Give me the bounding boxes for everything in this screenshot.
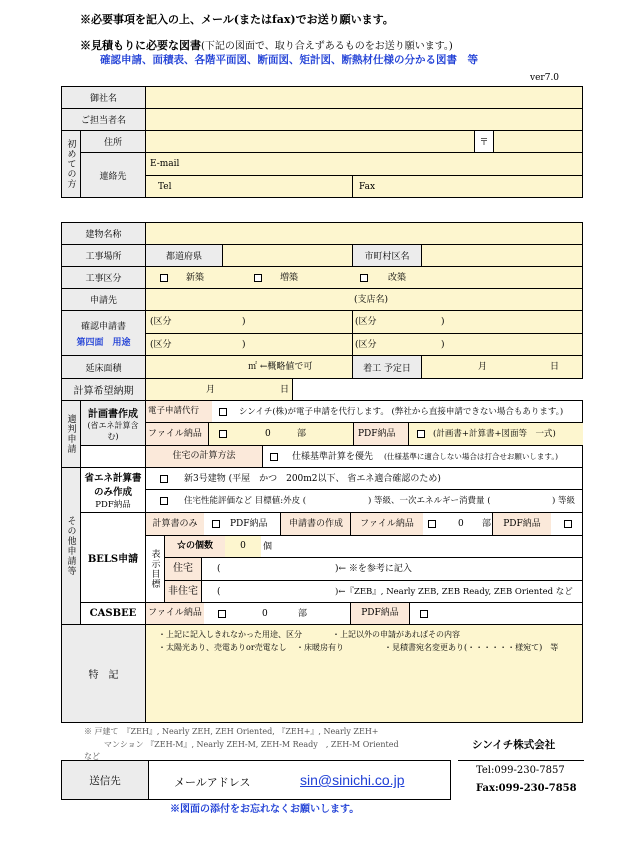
casbee-row (145, 602, 583, 625)
tel-field[interactable] (145, 175, 353, 198)
apply-to-field[interactable] (145, 288, 583, 311)
company-fax: Fax:099-230-7858 (476, 783, 577, 794)
use-section-field-4[interactable] (352, 333, 583, 356)
section-label-3: (区分 (150, 340, 172, 350)
conformity-file-label: ファイル納品 (148, 429, 202, 439)
renovation-label: 改築 (388, 273, 407, 283)
calc-method-note: (仕様基準に適合しない場合は打合せお願いします。) (384, 452, 559, 461)
sqm-note: ㎡ ←概略値で可 (248, 362, 313, 372)
postal-code-field[interactable] (493, 130, 583, 153)
email-label: E-mail (150, 159, 180, 169)
application-form-label (61, 310, 146, 356)
bels-file-count: 0 (458, 519, 464, 529)
conformity-pdf-detail: (計画書+計算書+図面等 一式) (433, 429, 556, 439)
fax-label: Fax (359, 182, 376, 192)
star-count-row (164, 535, 583, 558)
casbee-pdf-label: PDF納品 (350, 603, 410, 624)
form-label-line1: 確認申請書 (80, 321, 126, 332)
conformity-file-unit: 部 (297, 429, 307, 439)
bels-pdf-label: PDF納品 (230, 519, 268, 529)
postal-mark: 〒 (474, 130, 494, 153)
new-no3-text: 新3号建物 (平屋 かつ 200m2以下、 省エネ適合確認のため) (184, 474, 441, 484)
star-count-value[interactable]: 0 (225, 536, 261, 557)
prefecture-label: 都道府県 (145, 244, 223, 267)
start-day-label: 日 (550, 362, 560, 372)
casbee-file-unit: 部 (298, 609, 308, 619)
remarks-hint-2c: ・見積書宛名変更あり(・・・・・・様宛て) 等 (384, 643, 559, 652)
zeh-note-3: など (84, 752, 100, 761)
floor-area-field[interactable] (145, 355, 353, 379)
email-link[interactable]: sin@sinichi.co.jp (300, 772, 405, 788)
start-month-label: 月 (478, 362, 488, 372)
section-close-3: ) (242, 340, 246, 350)
remarks-hint-2a: ・太陽光あり、売電ありor売電なし (158, 643, 287, 652)
casbee-file-checkbox[interactable] (218, 610, 226, 618)
bels-pdf2-label: PDF納品 (492, 513, 551, 535)
e-apply-label: 電子申請代行 (146, 401, 212, 422)
plan-creation-sub: (省エネ計算含む) (87, 420, 139, 441)
prefecture-field[interactable] (222, 244, 353, 267)
new-no3-row (145, 467, 583, 490)
star-count-label: ☆の個数 (165, 536, 225, 557)
new-no3-checkbox[interactable] (160, 475, 168, 483)
zeh-note-2: マンション 『ZEH-M』, Nearly ZEH-M, ZEH-M Ready , ZEH-M Oriented (104, 740, 399, 749)
instruction-line-1: ※必要事項を記入の上、メール(またはfax)でお送り願います。 (80, 13, 394, 26)
e-apply-text: シンイチ(株)が電子申請を代行します。 (弊社から直接申請できない場合もあります。) (239, 407, 564, 417)
deadline-field[interactable] (145, 378, 293, 401)
bels-deliverable-row (145, 512, 583, 536)
deadline-label: 計算希望納期 (61, 378, 146, 401)
mail-address-label: メールアドレス (174, 776, 251, 789)
nonhouse-open-paren: ( (217, 587, 221, 597)
casbee-file-count: 0 (262, 609, 268, 619)
zeh-note-1: ※ 戸建て 『ZEH』, Nearly ZEH, ZEH Oriented, 『ZEH+』, Nearly ZEH+ (84, 727, 379, 736)
use-section-field-3[interactable] (145, 333, 353, 356)
section-close-2: ) (441, 317, 445, 327)
remarks-hint-2b: ・床暖房有り (296, 643, 344, 652)
display-target-label: 表示目標 (145, 535, 165, 603)
casbee-label: CASBEE (80, 602, 146, 625)
conformity-pdf-label: PDF納品 (358, 429, 396, 439)
apply-to-label: 申請先 (61, 288, 146, 311)
required-docs-heading: ※見積もりに必要な図書 (80, 39, 201, 52)
section-label-1: (区分 (150, 317, 172, 327)
form-label-line2: 第四面 用途 (76, 337, 131, 348)
calc-method-text: 仕様基準計算を優先 (292, 452, 374, 462)
required-docs-note: (下記の図面で、取り合えずあるものをお送り願います。) (201, 41, 453, 52)
remarks-hint-1a: ・上記に記入しきれなかった用途、区分 (158, 630, 302, 639)
branch-label: (支店名) (354, 295, 389, 305)
extension-checkbox[interactable] (254, 274, 262, 282)
conformity-pdf-box (408, 423, 583, 445)
contact-person-field[interactable] (145, 108, 583, 131)
use-section-field-1[interactable] (145, 310, 353, 334)
first-time-label: 初めての方 (61, 130, 81, 198)
performance-row (145, 489, 583, 513)
company-field[interactable] (145, 86, 583, 109)
work-category-label: 工事区分 (61, 266, 146, 289)
conformity-pdf-checkbox[interactable] (417, 430, 425, 438)
bels-calc-only-label: 計算書のみ (146, 513, 204, 535)
deadline-day-label: 日 (280, 385, 290, 395)
nonhouse-label: 非住宅 (165, 581, 202, 602)
bels-file-checkbox[interactable] (428, 520, 436, 528)
house-open-paren: ( (217, 564, 221, 574)
house-label: 住宅 (165, 558, 202, 580)
fax-field[interactable] (352, 175, 583, 198)
house-note: )← ※を参考に記入 (335, 564, 412, 574)
use-section-field-2[interactable] (352, 310, 583, 334)
e-apply-row (145, 400, 583, 423)
required-docs-list: 確認申請、面積表、各階平面図、断面図、矩計図、断熱材仕様の分かる図書 等 (100, 54, 478, 66)
start-date-label: 着工 予定日 (352, 355, 422, 379)
nonhouse-note: )←『ZEB』, Nearly ZEB, ZEB Ready, ZEB Oriented など (335, 587, 573, 597)
energy-calc-title2: のみ作成 (93, 487, 132, 498)
remarks-label: 特 記 (61, 624, 146, 723)
bels-app-create-label: 申請書の作成 (280, 513, 351, 535)
new-build-checkbox[interactable] (160, 274, 168, 282)
work-category-row (145, 266, 583, 289)
plan-creation-title: 計画書作成 (88, 408, 138, 420)
bels-pdf2-checkbox[interactable] (564, 520, 572, 528)
remarks-field[interactable] (145, 624, 583, 723)
conformity-file-count: 0 (265, 429, 271, 439)
conformity-file-checkbox[interactable] (219, 430, 227, 438)
bels-label: BELS申請 (80, 512, 146, 603)
bels-file-unit: 部 (482, 519, 492, 529)
energy-calc-title3: PDF納品 (95, 500, 131, 510)
bels-file-label: ファイル納品 (350, 513, 423, 535)
calc-method-row (145, 445, 583, 468)
extension-label: 増築 (280, 273, 299, 283)
address-field[interactable] (145, 130, 475, 153)
section-close-1: ) (242, 317, 246, 327)
section-label-2: (区分 (355, 317, 377, 327)
casbee-file-label: ファイル納品 (146, 603, 204, 624)
contact-info-label: 連絡先 (80, 152, 146, 198)
email-field[interactable] (145, 152, 583, 176)
conformity-file-row (145, 422, 583, 446)
tel-label: Tel (158, 182, 172, 192)
nonhouse-target-row (164, 580, 583, 603)
performance-text3: ) 等級 (552, 496, 576, 506)
address-label: 住所 (80, 130, 146, 153)
send-to-box (61, 760, 451, 800)
floor-area-label: 延床面積 (61, 355, 146, 379)
conformity-side-label: 適判申請 (61, 400, 81, 468)
city-label: 市町村区名 (352, 244, 422, 267)
company-label: 御社名 (61, 86, 146, 109)
site-label: 工事場所 (61, 244, 146, 267)
building-name-label: 建物名称 (61, 222, 146, 245)
company-tel: Tel:099-230-7857 (476, 765, 565, 776)
energy-calc-title1: 省エネ計算書 (84, 473, 142, 484)
section-close-4: ) (441, 340, 445, 350)
footer-note: ※図面の添付をお忘れなくお願いします。 (170, 804, 360, 815)
building-name-field[interactable] (145, 222, 583, 245)
performance-text: 住宅性能評価など 目標値:外皮 ( (184, 496, 307, 506)
star-count-unit: 個 (263, 542, 273, 552)
renovation-checkbox[interactable] (360, 274, 368, 282)
calc-method-checkbox[interactable] (270, 453, 278, 461)
energy-calc-label (80, 467, 146, 513)
start-date-field[interactable] (421, 355, 583, 379)
send-to-label: 送信先 (62, 761, 149, 799)
city-field[interactable] (421, 244, 583, 267)
house-target-row (164, 557, 583, 581)
e-apply-checkbox[interactable] (219, 408, 227, 416)
performance-text2: ) 等級、一次エネルギー消費量 ( (368, 496, 491, 506)
performance-checkbox[interactable] (160, 497, 168, 505)
bels-pdf-checkbox[interactable] (212, 520, 220, 528)
deadline-month-label: 月 (206, 385, 216, 395)
new-build-label: 新築 (186, 273, 205, 283)
company-name: シンイチ株式会社 (472, 739, 556, 751)
instruction-line-2 (80, 34, 453, 53)
conformity-file-count-box[interactable] (208, 423, 354, 445)
calc-method-label: 住宅の計算方法 (146, 446, 263, 467)
other-side-label: その他申請等 (61, 467, 81, 625)
casbee-pdf-checkbox[interactable] (420, 610, 428, 618)
plan-creation-label (80, 400, 146, 446)
section-label-4: (区分 (355, 340, 377, 350)
contact-person-label: ご担当者名 (61, 108, 146, 131)
remarks-hint-1b: ・上記以外の申請があればその内容 (332, 630, 460, 639)
version-label: ver7.0 (530, 73, 560, 83)
